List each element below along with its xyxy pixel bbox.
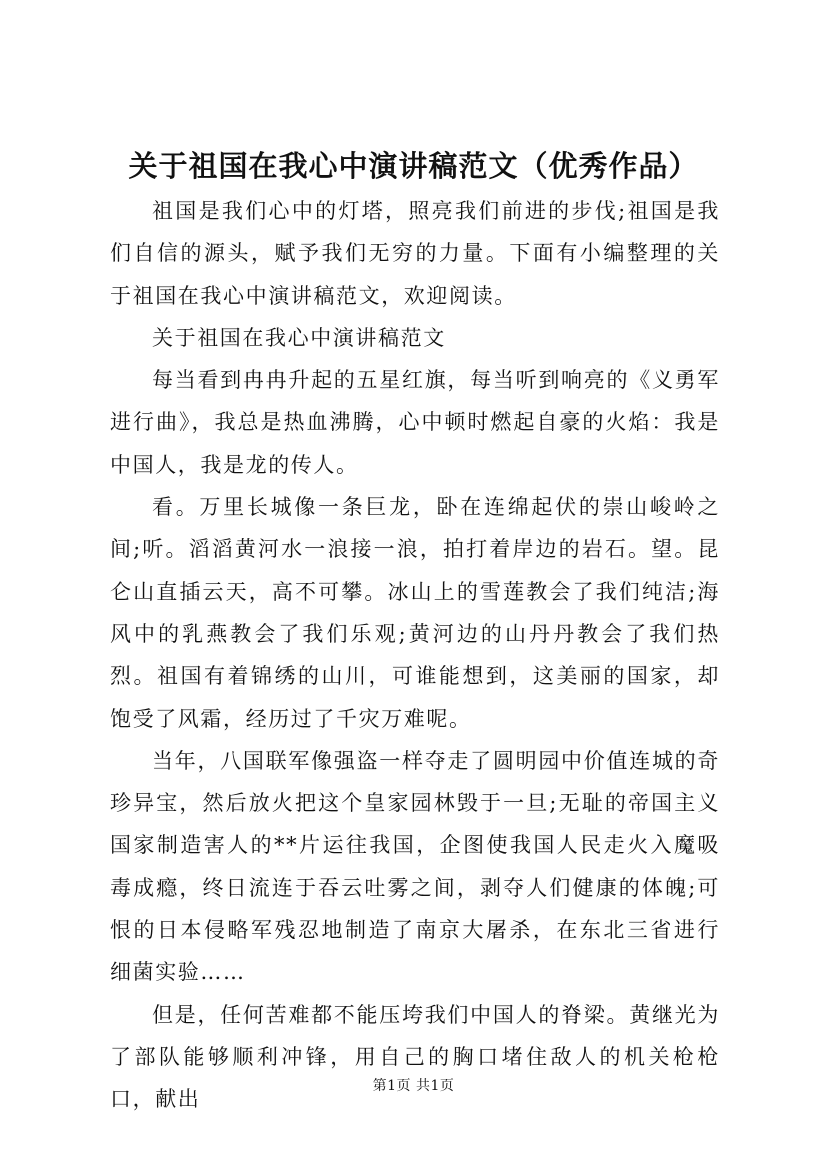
paragraph: 每当看到冉冉升起的五星红旗，每当听到响亮的《义勇军进行曲》，我总是热血沸腾，心中顿时燃起自豪的火焰：我是中国人，我是龙的传人。 [110,368,720,477]
document-body [110,190,720,1121]
paragraph: 当年，八国联军像强盗一样夺走了圆明园中价值连城的奇珍异宝，然后放火把这个皇家园林毁于一旦;无耻的帝国主义国家制造害人的**片运往我国，企图使我国人民走火入魔吸毒成瘾，终日流连于吞云吐雾之间，剥夺人们健康的体魄;可恨的日本侵略军残忍地制造了南京大屠杀，在东北三省进行细菌实验…… [110,748,720,985]
paragraph: 看。万里长城像一条巨龙，卧在连绵起伏的崇山峻岭之间;听。滔滔黄河水一浪接一浪，拍打着岸边的岩石。望。昆仑山直插云天，高不可攀。冰山上的雪莲教会了我们纯洁;海风中的乳燕教会了我们乐观;黄河边的山丹丹教会了我们热烈。祖国有着锦绣的山川，可谁能想到，这美丽的国家，却饱受了风霜，经历过了千灾万难呢。 [110,495,720,731]
paragraph-intro: 祖国是我们心中的灯塔，照亮我们前进的步伐;祖国是我们自信的源头，赋予我们无穷的力量。下面有小编整理的关于祖国在我心中演讲稿范文，欢迎阅读。 [110,199,720,308]
paragraph: 但是，任何苦难都不能压垮我们中国人的脊梁。黄继光为了部队能够顺利冲锋，用自己的胸口堵住敌人的机关枪枪口，献出 [110,1002,720,1112]
page-footer: 第1页 共1页 [372,1078,455,1094]
paragraph-subtitle: 关于祖国在我心中演讲稿范文 [152,325,446,350]
document-title: 关于祖国在我心中演讲稿范文（优秀作品） [128,149,699,183]
